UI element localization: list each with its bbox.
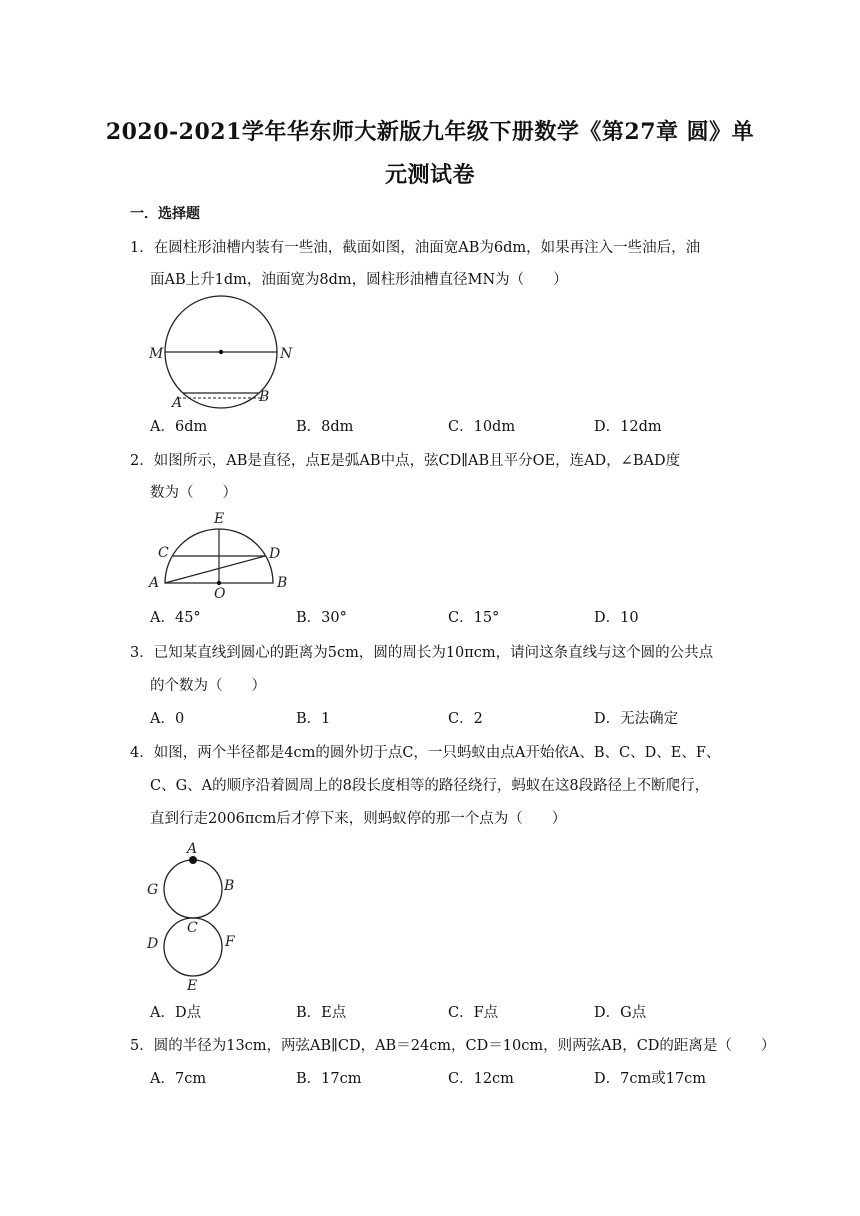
- question-1-figure: [145, 295, 305, 410]
- figure-2-label-e: E: [214, 511, 225, 527]
- figure-1-label-a: A: [172, 395, 183, 410]
- document-title-line-1: 2020-2021学年华东师大新版九年级下册数学《第27章 圆》单: [105, 119, 755, 145]
- figure-1-label-n: N: [280, 346, 293, 362]
- question-5-option-a: A．7cm: [150, 1071, 207, 1087]
- question-4-option-b: B．E点: [296, 1005, 347, 1021]
- question-3-line-1: 3．已知某直线到圆心的距离为5cm，圆的周长为10πcm，请问这条直线与这个圆的公共点: [130, 645, 714, 661]
- figure-1-label-m: M: [149, 346, 164, 362]
- question-5-option-d: D．7cm或17cm: [594, 1071, 707, 1087]
- question-1-option-d: D．12dm: [594, 419, 662, 435]
- question-4-line-3: 直到行走2006πcm后才停下来，则蚂蚁停的那一个点为（ ）: [150, 811, 567, 827]
- figure-4-label-c: C: [187, 920, 198, 936]
- figure-4-label-g: G: [147, 882, 159, 898]
- question-2-option-d: D．10: [594, 610, 639, 626]
- document-title-line-2: 元测试卷: [384, 162, 475, 188]
- question-3-option-a: A．0: [150, 711, 185, 727]
- question-3-option-c: C．2: [448, 711, 483, 727]
- question-2-option-a: A．45°: [150, 610, 201, 626]
- question-5-option-b: B．17cm: [296, 1071, 362, 1087]
- question-1-option-c: C．10dm: [448, 419, 516, 435]
- figure-2-label-a: A: [149, 575, 160, 591]
- question-1-option-b: B．8dm: [296, 419, 354, 435]
- question-3-option-b: B．1: [296, 711, 331, 727]
- question-3-line-2: 的个数为（ ）: [150, 678, 266, 694]
- figure-4-label-f: F: [225, 934, 235, 950]
- question-1-line-1: 1．在圆柱形油槽内装有一些油，截面如图，油面宽AB为6dm，如果再注入一些油后，油: [130, 240, 701, 256]
- question-5-option-c: C．12cm: [448, 1071, 514, 1087]
- figure-2-label-o: O: [214, 586, 226, 600]
- figure-2-label-c: C: [158, 545, 169, 561]
- section-heading: 一．选择题: [130, 206, 200, 222]
- question-2-option-b: B．30°: [296, 610, 347, 626]
- question-4-option-d: D．G点: [594, 1005, 647, 1021]
- question-1-option-a: A．6dm: [150, 419, 208, 435]
- question-4-line-1: 4．如图，两个半径都是4cm的圆外切于点C，一只蚂蚁由点A开始依A、B、C、D、E、F、: [130, 745, 721, 761]
- question-3-option-d: D．无法确定: [594, 711, 679, 727]
- question-5-line-1: 5．圆的半径为13cm，两弦AB∥CD，AB＝24cm，CD＝10cm，则两弦AB，CD的距离是（ ）: [130, 1038, 776, 1054]
- figure-4-label-e: E: [187, 978, 198, 993]
- figure-2-label-b: B: [277, 575, 288, 591]
- question-4-option-c: C．F点: [448, 1005, 499, 1021]
- question-1-line-2: 面AB上升1dm，油面宽为8dm，圆柱形油槽直径MN为（ ）: [150, 272, 568, 288]
- question-2-line-2: 数为（ ）: [150, 485, 237, 501]
- figure-1-label-b: B: [259, 389, 270, 405]
- question-2-option-c: C．15°: [448, 610, 500, 626]
- question-2-figure: [145, 505, 295, 600]
- figure-4-label-d: D: [147, 936, 159, 952]
- figure-4-label-a: A: [187, 841, 198, 857]
- question-4-option-a: A．D点: [150, 1005, 202, 1021]
- question-4-line-2: C、G、A的顺序沿着圆周上的8段长度相等的路径绕行，蚂蚁在这8段路径上不断爬行，: [150, 778, 710, 794]
- figure-4-label-b: B: [224, 878, 235, 894]
- question-2-line-1: 2．如图所示，AB是直径，点E是弧AB中点，弦CD∥AB且平分OE，连AD，∠BAD度: [130, 453, 681, 469]
- figure-2-label-d: D: [269, 546, 281, 562]
- question-4-figure: [143, 838, 243, 993]
